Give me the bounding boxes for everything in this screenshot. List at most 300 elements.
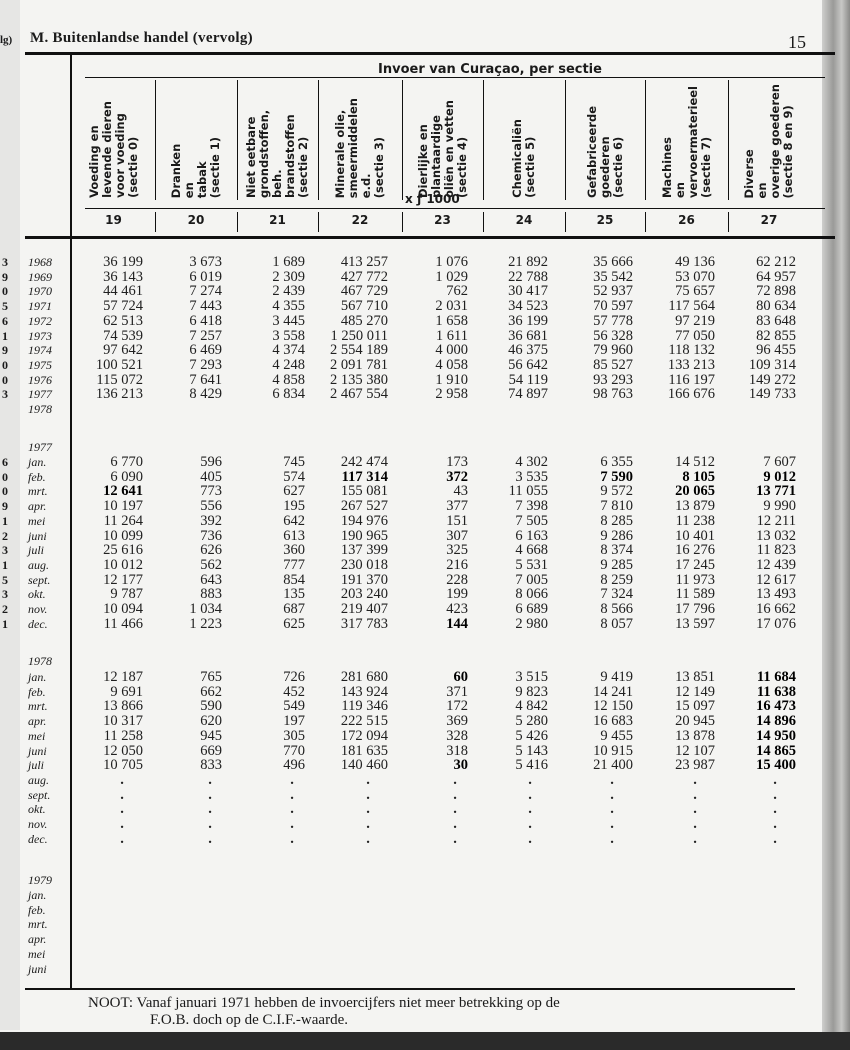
- table-cell: 267 527: [340, 498, 388, 515]
- row-label: apr.: [28, 499, 47, 514]
- table-cell: 12 211: [756, 512, 796, 529]
- missing-value-dot: .: [366, 816, 370, 832]
- table-cell: 56 328: [593, 327, 633, 344]
- column-number-divider: [728, 212, 729, 232]
- table-cell: 9 455: [600, 727, 633, 744]
- group-header-rule: [85, 77, 825, 78]
- table-cell: 36 681: [508, 327, 548, 344]
- previous-page-digit: 0: [2, 284, 8, 299]
- table-cell: 136 213: [95, 386, 143, 403]
- row-label: sept.: [28, 787, 51, 802]
- table-cell: 11 589: [675, 586, 715, 603]
- table-cell: 8 259: [600, 571, 633, 588]
- column-number: 27: [760, 213, 778, 227]
- missing-value-dot: .: [773, 816, 777, 832]
- row-label: dec.: [28, 831, 48, 846]
- column-number-divider: [565, 212, 566, 232]
- row-label: juni: [28, 743, 47, 758]
- row-label: juni: [28, 528, 47, 543]
- table-cell: 14 241: [593, 683, 633, 700]
- missing-value-dot: .: [366, 830, 370, 847]
- table-cell: 10 012: [103, 556, 143, 573]
- table-cell: 7 274: [189, 283, 222, 300]
- table-cell: 372: [446, 468, 468, 485]
- table-cell: 549: [283, 698, 305, 715]
- table-cell: 62 513: [103, 312, 143, 329]
- table-cell: 44 461: [103, 283, 143, 300]
- table-cell: 30 417: [508, 283, 548, 300]
- table-cell: 318: [446, 742, 468, 759]
- table-cell: 5 143: [515, 742, 548, 759]
- table-cell: 11 238: [675, 512, 715, 529]
- previous-page-digit: 1: [2, 328, 8, 343]
- table-cell: 16 473: [756, 698, 796, 715]
- table-cell: 12 107: [675, 742, 715, 759]
- column-number: 19: [105, 213, 122, 227]
- table-cell: 11 973: [675, 571, 715, 588]
- table-cell: 496: [283, 757, 305, 774]
- table-cell: 11 264: [103, 512, 143, 529]
- table-cell: 12 149: [675, 683, 715, 700]
- table-cell: 149 733: [748, 386, 796, 403]
- missing-value-dot: .: [610, 771, 614, 788]
- table-cell: 643: [200, 571, 222, 588]
- table-cell: 12 050: [103, 742, 143, 759]
- missing-value-dot: .: [290, 816, 294, 832]
- table-bottom-rule: [25, 988, 795, 990]
- table-cell: 467 729: [340, 283, 388, 300]
- unit-label: x ƒ 1000: [405, 192, 460, 206]
- previous-page-digit: 9: [2, 343, 8, 358]
- missing-value-dot: .: [290, 830, 294, 847]
- table-cell: 8 429: [189, 386, 222, 403]
- row-label: 1973: [28, 328, 52, 343]
- table-cell: 22 788: [508, 268, 548, 285]
- column-number: 26: [678, 213, 695, 227]
- table-cell: 216: [446, 556, 468, 573]
- row-label: juli: [28, 758, 45, 773]
- table-cell: 56 642: [508, 356, 548, 373]
- table-cell: 6 469: [189, 342, 222, 359]
- table-cell: 57 778: [593, 312, 633, 329]
- table-cell: 137 399: [340, 542, 388, 559]
- table-cell: 143 924: [340, 683, 388, 700]
- row-label: 1971: [28, 299, 52, 314]
- table-cell: 117 564: [668, 298, 715, 315]
- table-cell: 75 657: [675, 283, 715, 300]
- table-cell: 590: [200, 698, 222, 715]
- table-cell: 53 070: [675, 268, 715, 285]
- table-cell: 7 641: [189, 371, 222, 388]
- table-cell: 1 076: [435, 254, 468, 270]
- row-label: mei: [28, 728, 46, 743]
- table-cell: 4 355: [272, 298, 305, 315]
- table-cell: 116 197: [668, 371, 715, 388]
- book-spine-edge: [822, 0, 850, 1050]
- table-cell: 7 607: [763, 454, 796, 470]
- table-cell: 119 346: [341, 698, 388, 715]
- table-cell: 7 257: [189, 327, 222, 344]
- table-cell: 181 635: [340, 742, 388, 759]
- table-cell: 1 223: [189, 615, 222, 632]
- table-cell: 1 250 011: [330, 327, 388, 344]
- table-cell: 11 684: [756, 669, 796, 685]
- table-cell: 9 823: [515, 683, 548, 700]
- missing-value-dot: .: [610, 816, 614, 832]
- previous-page-digit: 0: [2, 357, 8, 372]
- column-header-22: [318, 80, 402, 198]
- table-cell: 109 314: [748, 356, 796, 373]
- missing-value-dot: .: [366, 771, 370, 788]
- table-cell: 10 099: [103, 527, 143, 544]
- table-cell: 166 676: [667, 386, 715, 403]
- table-cell: 562: [200, 556, 222, 573]
- previous-page-digit: 1: [2, 513, 8, 528]
- row-label: feb.: [28, 902, 46, 917]
- table-cell: 195: [283, 498, 305, 515]
- column-number: 20: [187, 213, 205, 227]
- row-label: mrt.: [28, 917, 48, 932]
- row-label: 1975: [28, 357, 52, 372]
- column-number-divider: [155, 212, 156, 232]
- table-cell: 627: [283, 483, 305, 500]
- table-cell: 9 691: [110, 683, 143, 700]
- table-cell: 190 965: [340, 527, 388, 544]
- previous-page-digit: 5: [2, 572, 8, 587]
- row-label: jan.: [28, 888, 47, 902]
- table-cell: 12 641: [103, 483, 143, 500]
- table-cell: 93 293: [593, 371, 633, 388]
- missing-value-dot: .: [528, 830, 532, 847]
- table-cell: 46 375: [508, 342, 548, 359]
- column-number-rule: [85, 208, 825, 209]
- column-header-24: [483, 80, 565, 198]
- column-header-text: Dranken en tabak (sectie 1): [169, 136, 222, 198]
- row-label: feb.: [28, 469, 46, 484]
- table-cell: 4 668: [515, 542, 548, 559]
- column-divider: [402, 80, 403, 200]
- missing-value-dot: .: [290, 786, 294, 803]
- table-cell: 9 286: [600, 527, 633, 544]
- table-cell: 14 896: [756, 713, 796, 730]
- missing-value-dot: .: [773, 830, 777, 847]
- table-cell: 4 000: [435, 342, 468, 359]
- table-cell: 371: [446, 683, 468, 700]
- table-cell: 4 248: [272, 356, 305, 373]
- column-divider: [318, 80, 319, 200]
- previous-page-digit: 6: [2, 313, 8, 328]
- row-label: mrt.: [28, 484, 48, 499]
- table-cell: 8 057: [600, 615, 633, 632]
- row-label: jan.: [28, 455, 47, 469]
- missing-value-dot: .: [208, 816, 212, 832]
- missing-value-dot: .: [366, 801, 370, 818]
- table-cell: 423: [446, 601, 468, 617]
- table-cell: 98 763: [593, 386, 633, 403]
- table-cell: 25 616: [103, 542, 143, 559]
- table-cell: 369: [446, 713, 468, 730]
- previous-page-digit: 9: [2, 269, 8, 284]
- row-label: mei: [28, 946, 46, 961]
- missing-value-dot: .: [120, 816, 124, 832]
- missing-value-dot: .: [453, 786, 457, 803]
- table-cell: 10 197: [103, 498, 143, 515]
- table-cell: 5 416: [515, 757, 548, 774]
- row-label: juni: [28, 961, 47, 976]
- table-cell: 613: [283, 527, 305, 544]
- missing-value-dot: .: [208, 801, 212, 818]
- table-cell: 596: [200, 454, 222, 470]
- missing-value-dot: .: [528, 816, 532, 832]
- row-label: nov.: [28, 602, 48, 616]
- table-cell: 54 119: [508, 371, 548, 388]
- missing-value-dot: .: [610, 801, 614, 818]
- table-cell: 20 065: [675, 483, 715, 500]
- table-cell: 2 031: [435, 298, 468, 315]
- table-cell: 12 617: [756, 571, 796, 588]
- table-cell: 11 466: [103, 615, 143, 632]
- table-cell: 4 842: [515, 698, 548, 715]
- column-header-text: Voeding en levende dieren voor voeding (sectie 0): [86, 101, 140, 198]
- table-cell: 762: [446, 283, 468, 300]
- previous-page-digit: 3: [2, 587, 8, 602]
- table-cell: 6 770: [110, 454, 143, 470]
- column-header-text: Diverse en overige goederen (sectie 8 en 9): [742, 83, 795, 198]
- table-cell: 281 680: [340, 669, 388, 685]
- table-cell: 9 572: [600, 483, 633, 500]
- table-cell: 118 132: [668, 342, 715, 359]
- missing-value-dot: .: [208, 771, 212, 788]
- table-cell: 7 324: [600, 586, 633, 603]
- previous-page-digit: 1: [2, 557, 8, 572]
- table-cell: 6 834: [272, 386, 305, 403]
- table-cell: 625: [283, 615, 305, 632]
- column-divider: [155, 80, 156, 200]
- row-label: okt.: [28, 802, 46, 817]
- missing-value-dot: .: [290, 801, 294, 818]
- table-cell: 5 426: [515, 727, 548, 744]
- column-header-26: [645, 80, 728, 198]
- missing-value-dot: .: [208, 830, 212, 847]
- table-cell: 12 177: [103, 571, 143, 588]
- table-cell: 13 878: [675, 727, 715, 744]
- missing-value-dot: .: [453, 816, 457, 832]
- column-header-21: [237, 80, 318, 198]
- table-cell: 36 199: [103, 254, 143, 270]
- column-number-divider: [237, 212, 238, 232]
- table-cell: 16 662: [756, 601, 796, 617]
- table-cell: 405: [200, 468, 222, 485]
- table-cell: 12 150: [593, 698, 633, 715]
- row-label: sept.: [28, 572, 51, 587]
- table-cell: 15 097: [675, 698, 715, 715]
- table-cell: 8 066: [515, 586, 548, 603]
- table-cell: 3 558: [272, 327, 305, 344]
- table-cell: 2 309: [272, 268, 305, 285]
- table-cell: 36 199: [508, 312, 548, 329]
- missing-value-dot: .: [528, 801, 532, 818]
- page-title: M. Buitenlandse handel (vervolg): [30, 30, 253, 46]
- table-cell: 135: [283, 586, 305, 603]
- table-cell: 9 787: [110, 586, 143, 603]
- missing-value-dot: .: [773, 771, 777, 788]
- table-cell: 16 276: [675, 542, 715, 559]
- footnote-line-1: NOOT: Vanaf januari 1971 hebben de invoercijfers niet meer betrekking op de: [88, 995, 560, 1011]
- column-divider: [237, 80, 238, 200]
- table-cell: 155 081: [340, 483, 388, 500]
- table-cell: 642: [283, 512, 305, 529]
- missing-value-dot: .: [773, 801, 777, 818]
- table-cell: 172: [446, 698, 468, 715]
- table-cell: 13 771: [756, 483, 796, 500]
- table-cell: 7 810: [600, 498, 633, 515]
- table-cell: 70 597: [593, 298, 633, 315]
- table-cell: 687: [283, 601, 305, 617]
- table-cell: 49 136: [675, 254, 715, 270]
- table-cell: 4 374: [272, 342, 305, 359]
- table-cell: 60: [453, 669, 468, 685]
- row-label: 1969: [28, 269, 52, 284]
- column-number: 23: [434, 213, 451, 227]
- table-cell: 2 091 781: [330, 356, 388, 373]
- previous-page-digit: 3: [2, 543, 8, 558]
- table-cell: 199: [446, 586, 468, 603]
- table-cell: 485 270: [340, 312, 388, 329]
- table-cell: 149 272: [748, 371, 796, 388]
- table-cell: 79 960: [593, 342, 633, 359]
- column-header-text: Minerale olie, smeermiddelen e.d. (sectie 3): [333, 97, 386, 198]
- missing-value-dot: .: [528, 771, 532, 788]
- column-header-27: [728, 80, 810, 198]
- table-cell: 556: [200, 498, 222, 515]
- table-cell: 17 796: [675, 601, 715, 617]
- table-cell: 35 542: [593, 268, 633, 285]
- table-cell: 11 638: [756, 683, 796, 700]
- table-cell: 745: [283, 454, 305, 470]
- table-cell: 770: [283, 742, 305, 759]
- column-number-divider: [402, 212, 403, 232]
- column-header-text: Gefabriceerde goederen (sectie 6): [584, 106, 625, 198]
- table-cell: 64 957: [756, 268, 796, 285]
- table-cell: 452: [283, 683, 305, 700]
- previous-page-digit: 5: [2, 299, 8, 314]
- table-cell: 11 258: [103, 727, 143, 744]
- table-cell: 7 293: [189, 356, 222, 373]
- table-cell: 7 005: [515, 571, 548, 588]
- row-label: 1968: [28, 255, 52, 269]
- table-cell: 17 245: [675, 556, 715, 573]
- table-cell: 14 512: [675, 454, 715, 470]
- table-cell: 74 897: [508, 386, 548, 403]
- table-cell: 13 597: [675, 615, 715, 632]
- column-header-19: [72, 80, 155, 198]
- table-cell: 4 858: [272, 371, 305, 388]
- previous-page-digit: 2: [2, 528, 8, 543]
- column-header-text: Machines en vervoermaterieel (sectie 7): [659, 85, 713, 198]
- missing-value-dot: .: [693, 816, 697, 832]
- column-divider: [645, 80, 646, 200]
- table-cell: 117 314: [341, 468, 388, 485]
- row-label: mei: [28, 513, 46, 528]
- table-cell: 14 865: [756, 742, 796, 759]
- section-year-label: 1979: [28, 873, 52, 887]
- table-cell: 21 400: [593, 757, 633, 774]
- table-cell: 13 866: [103, 698, 143, 715]
- table-cell: 230 018: [340, 556, 388, 573]
- top-rule: [25, 52, 835, 55]
- missing-value-dot: .: [208, 786, 212, 803]
- table-cell: 574: [283, 468, 305, 485]
- table-cell: 13 493: [756, 586, 796, 603]
- table-cell: 11 823: [756, 542, 796, 559]
- table-cell: 833: [200, 757, 222, 774]
- missing-value-dot: .: [453, 830, 457, 847]
- table-cell: 1 034: [189, 601, 222, 617]
- table-cell: 662: [200, 683, 222, 700]
- missing-value-dot: .: [693, 786, 697, 803]
- missing-value-dot: .: [366, 786, 370, 803]
- missing-value-dot: .: [120, 771, 124, 788]
- table-cell: 325: [446, 542, 468, 559]
- table-cell: 6 019: [189, 268, 222, 285]
- column-header-20: [155, 80, 237, 198]
- table-cell: 35 666: [593, 254, 633, 270]
- table-cell: 62 212: [756, 254, 796, 270]
- column-header-23: [402, 80, 483, 198]
- table-cell: 17 076: [756, 615, 796, 632]
- table-cell: 8 374: [600, 542, 633, 559]
- row-label: juli: [28, 543, 45, 558]
- table-cell: 151: [446, 512, 468, 529]
- table-cell: 57 724: [103, 298, 143, 315]
- table-cell: 203 240: [340, 586, 388, 603]
- column-header-25: [565, 80, 645, 198]
- table-cell: 883: [200, 586, 222, 603]
- table-cell: 7 398: [515, 498, 548, 515]
- table-cell: 1 689: [272, 254, 305, 270]
- table-cell: 140 460: [340, 757, 388, 774]
- table-cell: 6 418: [189, 312, 222, 329]
- scan-bottom-border: [0, 1032, 850, 1050]
- table-cell: 567 710: [340, 298, 388, 315]
- table-cell: 9 012: [763, 468, 796, 485]
- table-cell: 1 658: [435, 312, 468, 329]
- table-cell: 10 915: [593, 742, 633, 759]
- table-cell: 328: [446, 727, 468, 744]
- table-cell: 6 090: [110, 468, 143, 485]
- missing-value-dot: .: [528, 786, 532, 803]
- column-number: 24: [515, 213, 533, 227]
- table-cell: 97 642: [103, 342, 143, 359]
- missing-value-dot: .: [290, 771, 294, 788]
- missing-value-dot: .: [120, 801, 124, 818]
- row-label: mrt.: [28, 699, 48, 714]
- previous-page-digit: 6: [2, 455, 8, 469]
- column-divider: [728, 80, 729, 200]
- table-cell: 7 443: [189, 298, 222, 315]
- table-cell: 854: [283, 571, 305, 588]
- table-cell: 2 467 554: [330, 386, 388, 403]
- table-cell: 3 515: [515, 669, 548, 685]
- table-cell: 16 683: [593, 713, 633, 730]
- table-cell: 194 976: [340, 512, 388, 529]
- table-cell: 9 990: [763, 498, 796, 515]
- table-cell: 96 455: [756, 342, 796, 359]
- table-cell: 5 531: [515, 556, 548, 573]
- table-cell: 669: [200, 742, 222, 759]
- table-cell: 5 280: [515, 713, 548, 730]
- table-cell: 72 898: [756, 283, 796, 300]
